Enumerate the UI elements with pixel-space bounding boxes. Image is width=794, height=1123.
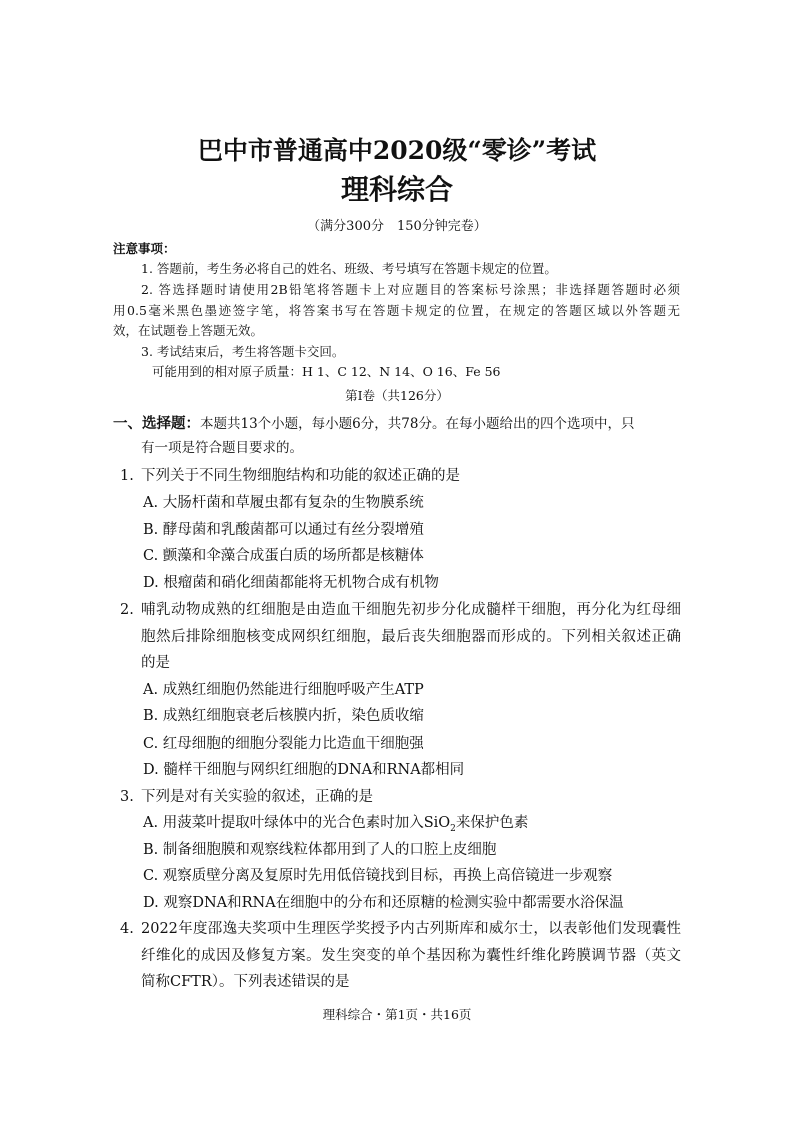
option: B. 酵母菌和乳酸菌都可以通过有丝分裂增殖 [143,522,424,538]
option: D. 髓样干细胞与网织红细胞的DNA和RNA都相同 [143,762,465,778]
part-heading: 第Ⅰ卷（共126分） [345,388,449,403]
note-line: 可能用到的相对原子质量：H 1、C 12、N 14、O 16、Fe 56 [152,364,501,379]
option: B. 制备细胞膜和观察线粒体都用到了人的口腔上皮细胞 [143,842,497,858]
question-text: 2022年度邵逸夫奖项中生理医学奖授予内古列斯库和威尔士，以表彰他们发现囊性 [141,921,681,937]
note-line: 1. 答题前，考生务必将自己的姓名、班级、考号填写在答题卡规定的位置。 [141,261,557,276]
question-number: 1. [120,468,134,484]
option-text: 来保护色素 [455,815,529,831]
section-intro [113,417,680,432]
option: C. 红母细胞的细胞分裂能力比造血干细胞强 [143,736,424,752]
question-number: 2. [120,602,134,618]
note-line: 用0.5毫米黑色墨迹签字笔，将答案书写在答题卡规定的位置，在规定的答题区域以外答题无 [113,303,680,318]
option: C. 观察质壁分离及复原时先用低倍镜找到目标，再换上高倍镜进一步观察 [143,868,613,884]
option [143,816,528,834]
exam-title: 巴中市普通高中2020级“零诊”考试 [197,136,597,165]
subject-title: 理科综合 [340,173,453,206]
question-number: 4. [120,921,134,937]
section-text: 本题共13个小题，每小题6分，共78分。在每小题给出的四个选项中，只 [200,416,635,432]
option: D. 观察DNA和RNA在细胞中的分布和还原糖的检测实验中都需要水浴保温 [143,895,624,911]
question-number: 3. [120,789,134,805]
option: A. 成熟红细胞仍然能进行细胞呼吸产生ATP [143,682,424,698]
question-text: 简称CFTR）。下列表述错误的是 [141,974,350,990]
option-text: A. 用菠菜叶提取叶绿体中的光合色素时加入SiO [143,815,451,831]
question-text: 下列关于不同生物细胞结构和功能的叙述正确的是 [141,468,460,484]
note-line: 3. 考试结束后，考生将答题卡交回。 [141,344,345,359]
question-text: 胞然后排除细胞核变成网织红细胞，最后丧失细胞器而形成的。下列相关叙述正确 [141,629,681,645]
page-footer: 理科综合・第1页・共16页 [322,1007,472,1022]
option: B. 成熟红细胞衰老后核膜内折，染色质收缩 [143,708,424,724]
option: D. 根瘤菌和硝化细菌都能将无机物合成有机物 [143,575,439,591]
notes-heading: 注意事项： [113,241,176,256]
question-text: 的是 [141,655,170,671]
note-line: 效，在试题卷上答题无效。 [113,323,264,338]
subscript: 2 [450,823,456,834]
section-text: 有一项是符合题目要求的。 [141,440,303,456]
exam-subtitle: （满分300分 150分钟完卷） [307,219,487,234]
question-text: 下列是对有关实验的叙述，正确的是 [141,789,373,805]
question-text: 哺乳动物成熟的红细胞是由造血干细胞先初步分化成髓样干细胞，再分化为红母细 [141,602,681,618]
option: A. 大肠杆菌和草履虫都有复杂的生物膜系统 [143,495,424,511]
question-text: 纤维化的成因及修复方案。发生突变的单个基因称为囊性纤维化跨膜调节器（英文 [141,948,681,964]
option: C. 颤藻和伞藻合成蛋白质的场所都是核糖体 [143,548,424,564]
section-label: 一、选择题： [113,416,200,432]
note-line: 2. 答选择题时请使用2B铅笔将答题卡上对应题目的答案标号涂黑；非选择题答题时必须 [141,282,680,297]
